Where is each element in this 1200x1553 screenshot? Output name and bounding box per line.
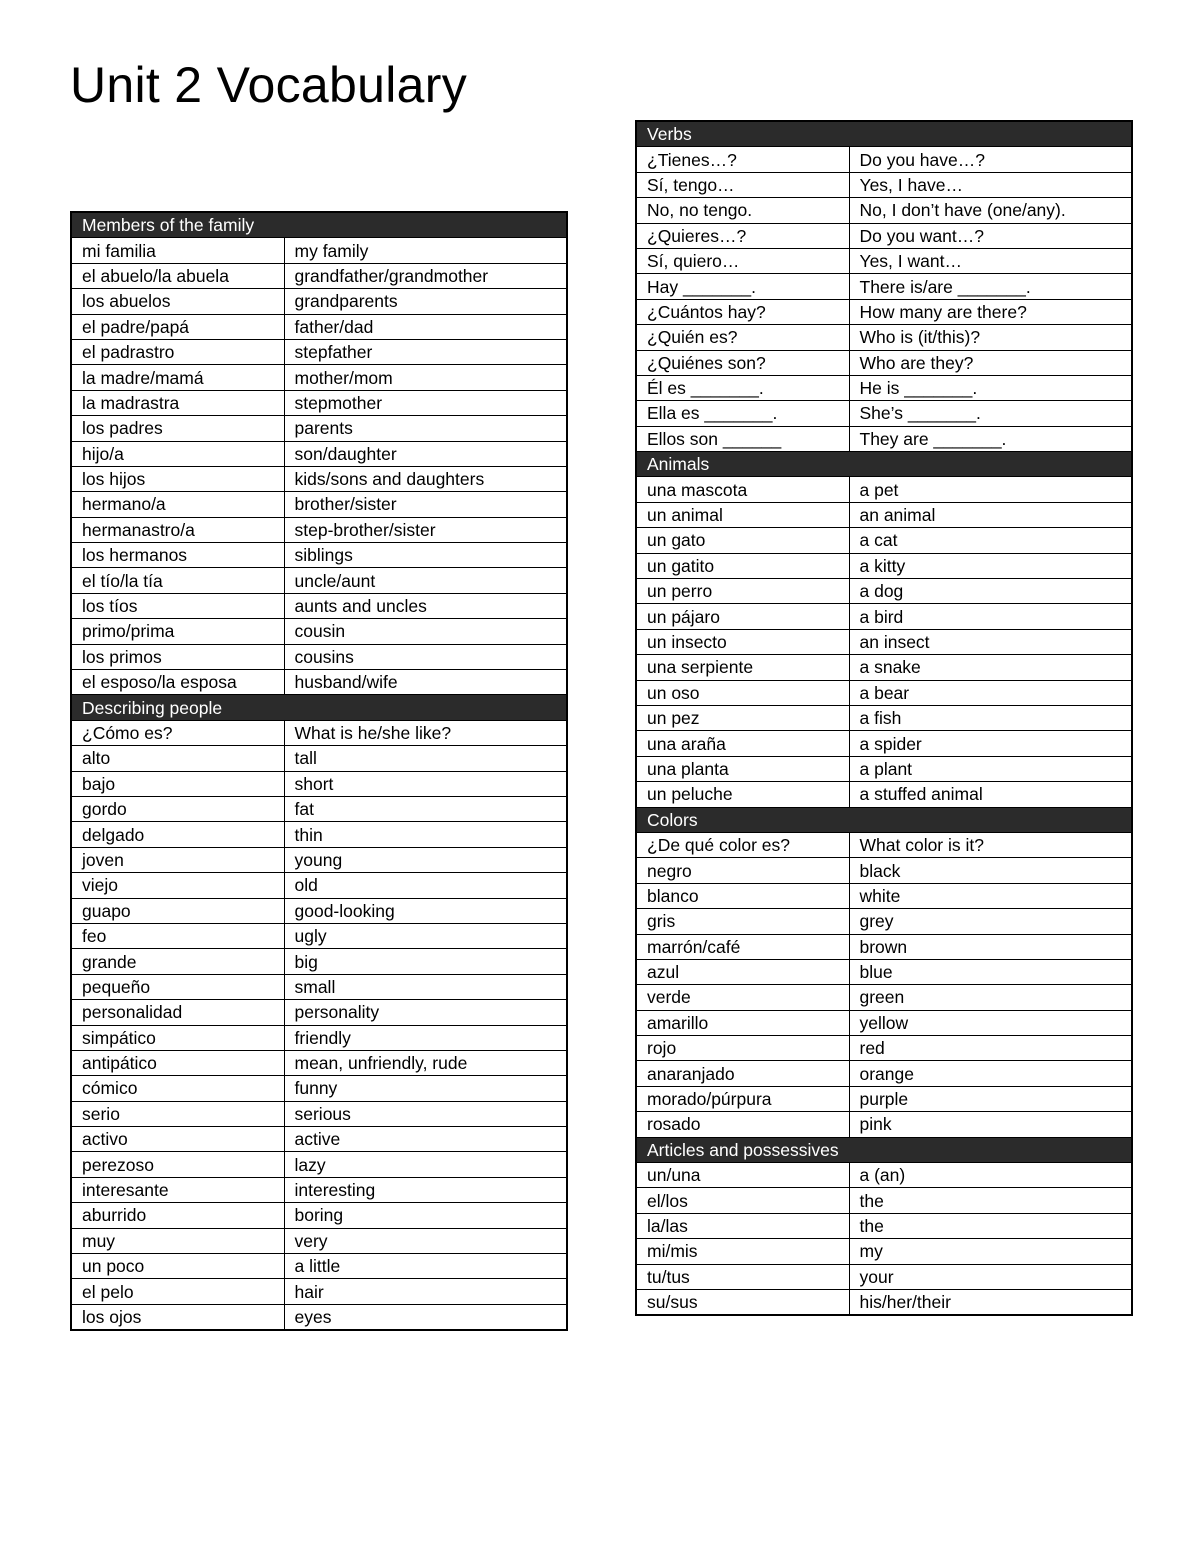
spanish-term: la madre/mamá (71, 365, 284, 390)
spanish-term: amarillo (636, 1010, 849, 1035)
english-translation: old (284, 873, 567, 898)
english-translation: young (284, 847, 567, 872)
spanish-term: gris (636, 909, 849, 934)
spanish-term: el padre/papá (71, 314, 284, 339)
vocab-row (636, 883, 1132, 908)
vocab-row (636, 147, 1132, 172)
spanish-term: feo (71, 923, 284, 948)
english-translation: mean, unfriendly, rude (284, 1050, 567, 1075)
section-heading: Colors (636, 807, 1132, 832)
spanish-term: mi familia (71, 238, 284, 263)
spanish-term: grande (71, 949, 284, 974)
english-translation: cousins (284, 644, 567, 669)
spanish-term: anaranjado (636, 1061, 849, 1086)
spanish-term: el esposo/la esposa (71, 670, 284, 695)
vocab-row (71, 1101, 567, 1126)
vocab-row (71, 263, 567, 288)
spanish-term: morado/púrpura (636, 1086, 849, 1111)
spanish-term: su/sus (636, 1289, 849, 1315)
spanish-term: el abuelo/la abuela (71, 263, 284, 288)
vocab-row (71, 1050, 567, 1075)
vocab-row (71, 314, 567, 339)
english-translation: good-looking (284, 898, 567, 923)
vocab-row (636, 426, 1132, 451)
spanish-term: blanco (636, 883, 849, 908)
english-translation: red (849, 1036, 1132, 1061)
vocab-row (636, 401, 1132, 426)
vocab-row (636, 934, 1132, 959)
english-translation: step-brother/sister (284, 517, 567, 542)
english-translation: mother/mom (284, 365, 567, 390)
english-translation: your (849, 1264, 1132, 1289)
vocab-row (636, 959, 1132, 984)
spanish-term: ¿Quiénes son? (636, 350, 849, 375)
english-translation: stepfather (284, 339, 567, 364)
english-translation: a pet (849, 477, 1132, 502)
spanish-term: los padres (71, 416, 284, 441)
spanish-term: alto (71, 746, 284, 771)
spanish-term: hermanastro/a (71, 517, 284, 542)
spanish-term: primo/prima (71, 619, 284, 644)
spanish-term: el/los (636, 1188, 849, 1213)
vocab-row (636, 553, 1132, 578)
spanish-term: guapo (71, 898, 284, 923)
section-header-row (71, 695, 567, 720)
vocab-row (71, 746, 567, 771)
vocab-table-body (71, 212, 567, 1330)
english-translation: brother/sister (284, 492, 567, 517)
spanish-term: joven (71, 847, 284, 872)
vocab-row (71, 492, 567, 517)
english-translation: an insect (849, 629, 1132, 654)
section-header-row (636, 121, 1132, 147)
spanish-term: simpático (71, 1025, 284, 1050)
spanish-term: bajo (71, 771, 284, 796)
vocab-row (71, 974, 567, 999)
english-translation: grandfather/grandmother (284, 263, 567, 288)
vocab-row (636, 1188, 1132, 1213)
vocab-row (71, 390, 567, 415)
spanish-term: personalidad (71, 1000, 284, 1025)
spanish-term: pequeño (71, 974, 284, 999)
vocab-row (636, 350, 1132, 375)
vocab-row (636, 579, 1132, 604)
english-translation: ugly (284, 923, 567, 948)
spanish-term: No, no tengo. (636, 198, 849, 223)
spanish-term: la madrastra (71, 390, 284, 415)
vocab-row (71, 822, 567, 847)
english-translation: eyes (284, 1304, 567, 1330)
english-translation: She’s _______. (849, 401, 1132, 426)
english-translation: kids/sons and daughters (284, 466, 567, 491)
english-translation: a plant (849, 756, 1132, 781)
vocab-row (636, 172, 1132, 197)
vocab-row (636, 223, 1132, 248)
spanish-term: un pájaro (636, 604, 849, 629)
vocab-row (636, 1163, 1132, 1188)
spanish-term: un oso (636, 680, 849, 705)
english-translation: very (284, 1228, 567, 1253)
vocab-row (71, 771, 567, 796)
spanish-term: Ellos son ______ (636, 426, 849, 451)
spanish-term: una araña (636, 731, 849, 756)
english-translation: orange (849, 1061, 1132, 1086)
vocab-row (71, 1152, 567, 1177)
vocab-row (636, 375, 1132, 400)
spanish-term: los ojos (71, 1304, 284, 1330)
english-translation: aunts and uncles (284, 593, 567, 618)
spanish-term: ¿Cuántos hay? (636, 299, 849, 324)
vocab-row (636, 985, 1132, 1010)
vocab-row (71, 720, 567, 745)
english-translation: a stuffed animal (849, 782, 1132, 807)
english-translation: Yes, I have… (849, 172, 1132, 197)
spanish-term: los abuelos (71, 289, 284, 314)
spanish-term: gordo (71, 796, 284, 821)
english-translation: a fish (849, 705, 1132, 730)
spanish-term: el tío/la tía (71, 568, 284, 593)
spanish-term: Ella es _______. (636, 401, 849, 426)
vocab-row (636, 1061, 1132, 1086)
spanish-term: ¿Cómo es? (71, 720, 284, 745)
english-translation: What is he/she like? (284, 720, 567, 745)
english-translation: a cat (849, 528, 1132, 553)
spanish-term: mi/mis (636, 1239, 849, 1264)
english-translation: brown (849, 934, 1132, 959)
english-translation: black (849, 858, 1132, 883)
english-translation: son/daughter (284, 441, 567, 466)
english-translation: tall (284, 746, 567, 771)
english-translation: yellow (849, 1010, 1132, 1035)
vocab-row (71, 339, 567, 364)
vocab-row (71, 1076, 567, 1101)
vocab-row (636, 1010, 1132, 1035)
vocab-row (636, 680, 1132, 705)
vocab-row (636, 705, 1132, 730)
english-translation: my (849, 1239, 1132, 1264)
vocab-row (636, 1036, 1132, 1061)
spanish-term: aburrido (71, 1203, 284, 1228)
section-heading: Verbs (636, 121, 1132, 147)
vocab-row (636, 1112, 1132, 1137)
vocab-table-body (636, 121, 1132, 1315)
vocab-row (636, 629, 1132, 654)
english-translation: serious (284, 1101, 567, 1126)
english-translation: How many are there? (849, 299, 1132, 324)
english-translation: There is/are _______. (849, 274, 1132, 299)
vocab-row (71, 1025, 567, 1050)
spanish-term: un gato (636, 528, 849, 553)
english-translation: friendly (284, 1025, 567, 1050)
page-title: Unit 2 Vocabulary (70, 57, 467, 113)
spanish-term: tu/tus (636, 1264, 849, 1289)
english-translation: active (284, 1127, 567, 1152)
spanish-term: los hermanos (71, 543, 284, 568)
english-translation: the (849, 1213, 1132, 1238)
vocab-row (71, 593, 567, 618)
vocab-row (71, 847, 567, 872)
vocab-row (71, 1203, 567, 1228)
vocab-row (636, 782, 1132, 807)
vocab-row (636, 248, 1132, 273)
vocab-row (71, 466, 567, 491)
english-translation: Yes, I want… (849, 248, 1132, 273)
vocab-row (636, 274, 1132, 299)
english-translation: short (284, 771, 567, 796)
vocab-row (636, 604, 1132, 629)
spanish-term: Él es _______. (636, 375, 849, 400)
english-translation: stepmother (284, 390, 567, 415)
spanish-term: el padrastro (71, 339, 284, 364)
vocab-row (636, 1264, 1132, 1289)
spanish-term: rojo (636, 1036, 849, 1061)
english-translation: uncle/aunt (284, 568, 567, 593)
english-translation: a (an) (849, 1163, 1132, 1188)
english-translation: funny (284, 1076, 567, 1101)
vocab-row (71, 898, 567, 923)
english-translation: No, I don’t have (one/any). (849, 198, 1132, 223)
spanish-term: verde (636, 985, 849, 1010)
spanish-term: un poco (71, 1254, 284, 1279)
vocab-row (636, 1086, 1132, 1111)
spanish-term: un insecto (636, 629, 849, 654)
vocab-row (71, 416, 567, 441)
vocab-row (636, 909, 1132, 934)
vocab-row (71, 949, 567, 974)
english-translation: father/dad (284, 314, 567, 339)
english-translation: grandparents (284, 289, 567, 314)
spanish-term: ¿Quién es? (636, 325, 849, 350)
spanish-term: hijo/a (71, 441, 284, 466)
spanish-term: hermano/a (71, 492, 284, 517)
vocab-row (636, 832, 1132, 857)
vocab-row (71, 1304, 567, 1330)
english-translation: blue (849, 959, 1132, 984)
vocab-row (71, 517, 567, 542)
english-translation: a little (284, 1254, 567, 1279)
english-translation: What color is it? (849, 832, 1132, 857)
english-translation: Do you have…? (849, 147, 1132, 172)
english-translation: interesting (284, 1177, 567, 1202)
vocab-row (71, 568, 567, 593)
vocab-row (636, 731, 1132, 756)
english-translation: thin (284, 822, 567, 847)
vocab-row (636, 1213, 1132, 1238)
vocab-row (636, 299, 1132, 324)
spanish-term: los hijos (71, 466, 284, 491)
vocab-row (71, 619, 567, 644)
spanish-term: la/las (636, 1213, 849, 1238)
english-translation: a spider (849, 731, 1132, 756)
vocab-row (636, 528, 1132, 553)
spanish-term: un/una (636, 1163, 849, 1188)
vocab-row (636, 1239, 1132, 1264)
english-translation: They are _______. (849, 426, 1132, 451)
vocab-row (71, 238, 567, 263)
english-translation: Who is (it/this)? (849, 325, 1132, 350)
spanish-term: los tíos (71, 593, 284, 618)
spanish-term: los primos (71, 644, 284, 669)
english-translation: an animal (849, 502, 1132, 527)
section-heading: Articles and possessives (636, 1137, 1132, 1162)
section-header-row (636, 1137, 1132, 1162)
english-translation: pink (849, 1112, 1132, 1137)
english-translation: white (849, 883, 1132, 908)
vocab-row (71, 1000, 567, 1025)
spanish-term: Hay _______. (636, 274, 849, 299)
spanish-term: un pez (636, 705, 849, 730)
spanish-term: rosado (636, 1112, 849, 1137)
vocab-row (636, 655, 1132, 680)
spanish-term: antipático (71, 1050, 284, 1075)
vocab-row (71, 543, 567, 568)
vocab-row (636, 325, 1132, 350)
vocab-row (71, 923, 567, 948)
section-heading: Animals (636, 452, 1132, 477)
english-translation: his/her/their (849, 1289, 1132, 1315)
english-translation: personality (284, 1000, 567, 1025)
spanish-term: serio (71, 1101, 284, 1126)
english-translation: grey (849, 909, 1132, 934)
spanish-term: activo (71, 1127, 284, 1152)
english-translation: small (284, 974, 567, 999)
english-translation: lazy (284, 1152, 567, 1177)
spanish-term: Sí, tengo… (636, 172, 849, 197)
english-translation: green (849, 985, 1132, 1010)
spanish-term: ¿De qué color es? (636, 832, 849, 857)
english-translation: boring (284, 1203, 567, 1228)
english-translation: cousin (284, 619, 567, 644)
spanish-term: una planta (636, 756, 849, 781)
english-translation: parents (284, 416, 567, 441)
section-heading: Members of the family (71, 212, 567, 238)
english-translation: a snake (849, 655, 1132, 680)
vocab-table-right (635, 120, 1133, 1316)
spanish-term: el pelo (71, 1279, 284, 1304)
english-translation: Do you want…? (849, 223, 1132, 248)
english-translation: a dog (849, 579, 1132, 604)
spanish-term: Sí, quiero… (636, 248, 849, 273)
english-translation: a kitty (849, 553, 1132, 578)
vocab-row (71, 796, 567, 821)
english-translation: He is _______. (849, 375, 1132, 400)
vocab-row (71, 1279, 567, 1304)
english-translation: siblings (284, 543, 567, 568)
vocab-row (71, 1127, 567, 1152)
spanish-term: azul (636, 959, 849, 984)
section-header-row (636, 807, 1132, 832)
section-header-row (71, 212, 567, 238)
vocab-row (71, 365, 567, 390)
english-translation: fat (284, 796, 567, 821)
vocab-row (636, 1289, 1132, 1315)
vocab-table-left (70, 211, 568, 1331)
spanish-term: negro (636, 858, 849, 883)
vocab-row (71, 670, 567, 695)
spanish-term: una serpiente (636, 655, 849, 680)
english-translation: big (284, 949, 567, 974)
spanish-term: un perro (636, 579, 849, 604)
vocab-row (636, 756, 1132, 781)
english-translation: Who are they? (849, 350, 1132, 375)
spanish-term: marrón/café (636, 934, 849, 959)
vocab-row (71, 873, 567, 898)
spanish-term: interesante (71, 1177, 284, 1202)
vocab-row (636, 477, 1132, 502)
vocab-row (71, 1254, 567, 1279)
english-translation: husband/wife (284, 670, 567, 695)
spanish-term: muy (71, 1228, 284, 1253)
english-translation: the (849, 1188, 1132, 1213)
vocab-row (71, 441, 567, 466)
section-heading: Describing people (71, 695, 567, 720)
vocab-row (71, 289, 567, 314)
english-translation: hair (284, 1279, 567, 1304)
spanish-term: viejo (71, 873, 284, 898)
spanish-term: perezoso (71, 1152, 284, 1177)
english-translation: purple (849, 1086, 1132, 1111)
english-translation: a bird (849, 604, 1132, 629)
section-header-row (636, 452, 1132, 477)
spanish-term: un animal (636, 502, 849, 527)
spanish-term: cómico (71, 1076, 284, 1101)
spanish-term: ¿Tienes…? (636, 147, 849, 172)
vocab-row (636, 502, 1132, 527)
vocab-row (636, 858, 1132, 883)
vocab-row (636, 198, 1132, 223)
spanish-term: ¿Quieres…? (636, 223, 849, 248)
spanish-term: un gatito (636, 553, 849, 578)
vocab-row (71, 644, 567, 669)
vocab-row (71, 1177, 567, 1202)
spanish-term: una mascota (636, 477, 849, 502)
spanish-term: un peluche (636, 782, 849, 807)
english-translation: a bear (849, 680, 1132, 705)
vocab-row (71, 1228, 567, 1253)
spanish-term: delgado (71, 822, 284, 847)
english-translation: my family (284, 238, 567, 263)
